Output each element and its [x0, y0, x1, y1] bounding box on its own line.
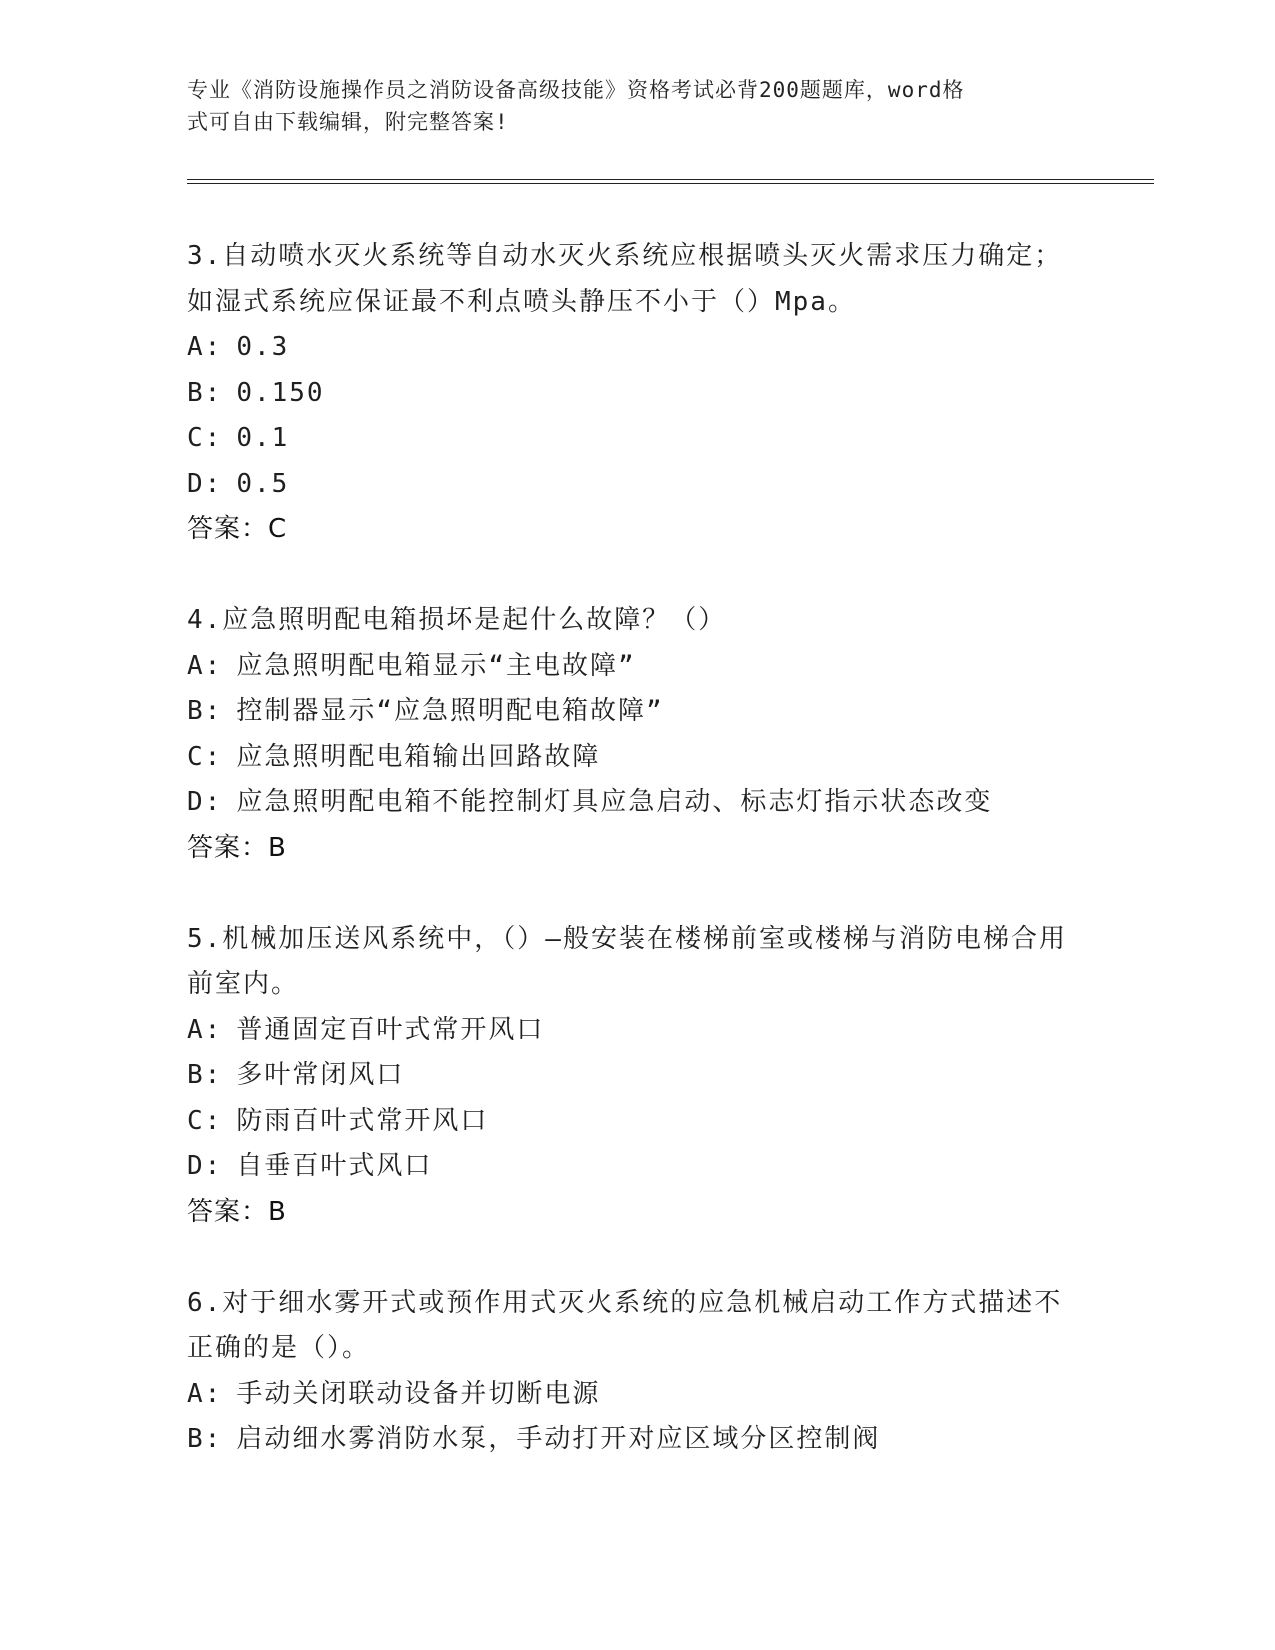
option-key: C: [187, 1105, 223, 1136]
option-a [187, 644, 1087, 690]
option-a [187, 1008, 1087, 1054]
option-text: 应急照明配电箱显示“主电故障” [236, 650, 636, 681]
answer: 答案：C [187, 514, 288, 544]
option-key: D: [187, 787, 223, 817]
option-text: 0.1 [236, 423, 290, 453]
option-key: D: [187, 468, 223, 499]
option-a [187, 325, 1087, 371]
option-key: A: [187, 1014, 223, 1045]
option-text: 普通固定百叶式常开风口 [236, 1014, 545, 1045]
option-d [187, 462, 1087, 508]
answer: 答案：B [187, 832, 287, 863]
question-list [187, 234, 1087, 1463]
option-key: A: [187, 650, 223, 681]
option-c [187, 416, 1087, 462]
question-text: 5.机械加压送风系统中，（）—般安装在楼梯前室或楼梯与消防电梯合用前室内。 [187, 923, 1067, 999]
option-c [187, 1099, 1087, 1145]
option-b [187, 689, 1087, 735]
document-header [187, 74, 1067, 138]
option-a [187, 1372, 1087, 1418]
option-text: 手动关闭联动设备并切断电源 [236, 1378, 601, 1409]
header-divider-top [187, 179, 1154, 180]
option-text: 启动细水雾消防水泵，手动打开对应区域分区控制阀 [236, 1424, 881, 1454]
option-text: 0.3 [236, 332, 290, 362]
option-key: D: [187, 1151, 223, 1181]
option-key: B: [187, 696, 223, 726]
option-key: B: [187, 377, 223, 408]
option-text: 多叶常闭风口 [236, 1060, 405, 1090]
header-divider-bottom [187, 183, 1154, 184]
header-line-2: 式可自由下载编辑，附完整答案! [187, 110, 509, 134]
option-text: 防雨百叶式常开风口 [236, 1105, 489, 1136]
option-text: 控制器显示“应急照明配电箱故障” [236, 696, 664, 726]
option-key: B: [187, 1060, 223, 1090]
option-c [187, 735, 1087, 781]
option-d [187, 780, 1087, 826]
header-line-1: 专业《消防设施操作员之消防设备高级技能》资格考试必背200题题库，word格 [187, 78, 965, 102]
question-6 [187, 1281, 1087, 1463]
option-b [187, 1417, 1087, 1463]
option-key: A: [187, 1378, 223, 1409]
question-text: 3.自动喷水灭火系统等自动水灭火系统应根据喷头灭火需求压力确定；如湿式系统应保证最不利点喷头静压不小于（）Mpa。 [187, 241, 1063, 317]
question-4 [187, 598, 1087, 871]
option-b [187, 1053, 1087, 1099]
option-text: 自垂百叶式风口 [236, 1151, 433, 1181]
option-key: A: [187, 332, 223, 362]
option-b [187, 371, 1087, 417]
option-d [187, 1144, 1087, 1190]
option-text: 0.150 [236, 377, 325, 408]
option-text: 应急照明配电箱不能控制灯具应急启动、标志灯指示状态改变 [236, 787, 993, 817]
option-key: C: [187, 423, 223, 453]
question-3 [187, 234, 1087, 552]
question-text: 6.对于细水雾开式或预作用式灭火系统的应急机械启动工作方式描述不正确的是（）。 [187, 1287, 1063, 1363]
option-text: 应急照明配电箱输出回路故障 [236, 741, 601, 772]
answer: 答案：B [187, 1196, 287, 1227]
question-text: 4.应急照明配电箱损坏是起什么故障？（） [187, 605, 727, 635]
question-5 [187, 917, 1087, 1235]
option-text: 0.5 [236, 468, 290, 499]
option-key: C: [187, 741, 223, 772]
option-key: B: [187, 1424, 223, 1454]
